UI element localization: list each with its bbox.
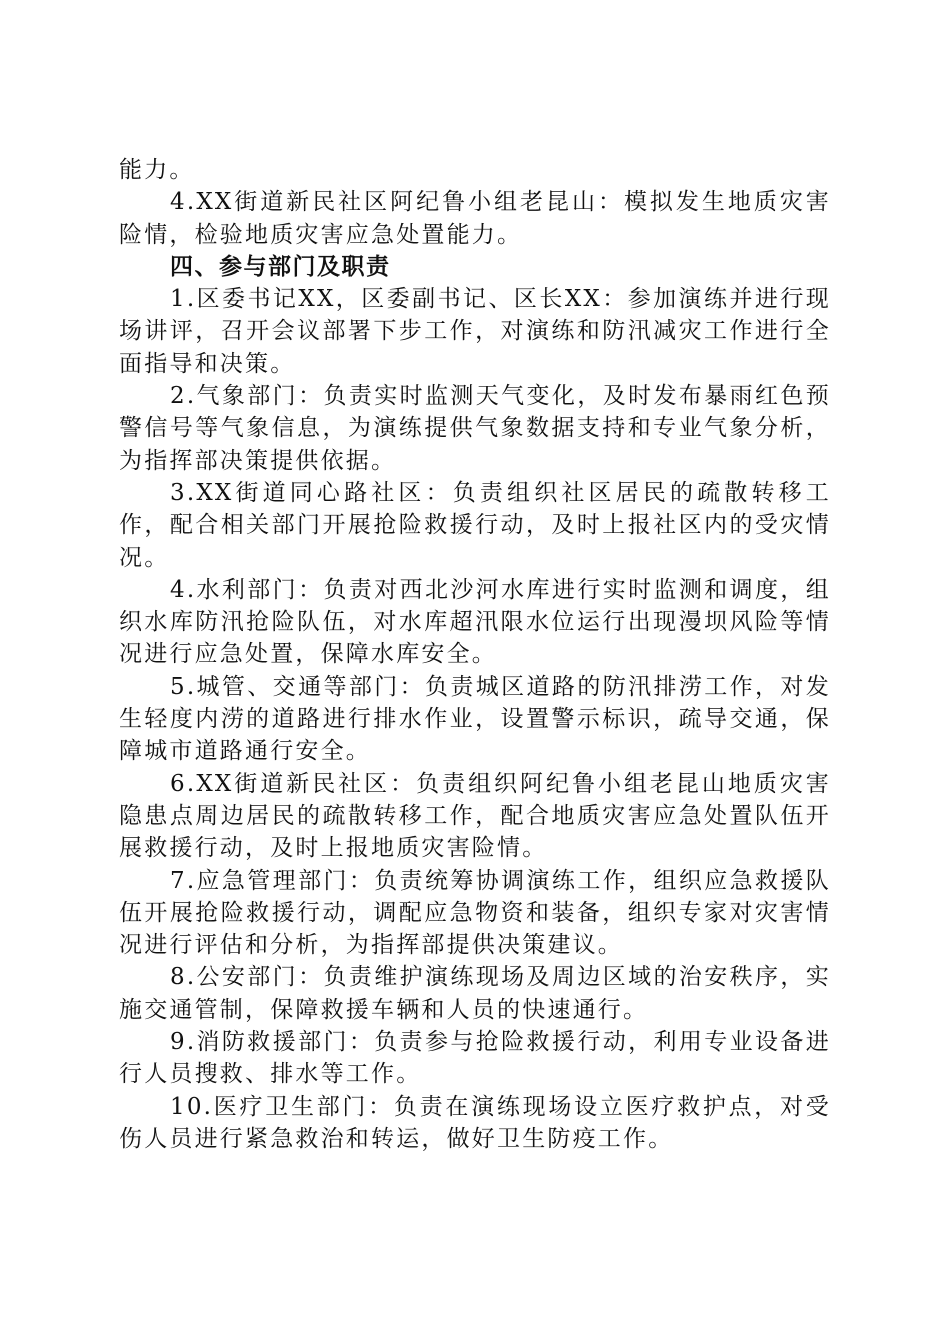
section-heading: 四、参与部门及职责 [170, 253, 391, 280]
paragraph-continuation: 能力。 [119, 157, 195, 183]
duty-item-5: 5.城管、交通等部门：负责城区道路的防汛排涝工作，对发生轻度内涝的道路进行排水作业，设置警示标识，疏导交通，保障城市道路通行安全。 [119, 673, 831, 765]
document-body [119, 154, 831, 1155]
duty-item-9: 9.消防救援部门：负责参与抢险救援行动，利用专业设备进行人员搜救、排水等工作。 [119, 1029, 831, 1088]
duty-item-8: 8.公安部门：负责维护演练现场及周边区域的治安秩序，实施交通管制，保障救援车辆和人员的快速通行。 [119, 964, 831, 1023]
duty-item-10: 10.医疗卫生部门：负责在演练现场设立医疗救护点，对受伤人员进行紧急救治和转运，做好卫生防疫工作。 [119, 1093, 831, 1152]
duty-item-1: 1.区委书记XX，区委副书记、区长XX：参加演练并进行现场讲评，召开会议部署下步工作，对演练和防汛减灾工作进行全面指导和决策。 [119, 286, 831, 377]
duty-item-2: 2.气象部门：负责实时监测天气变化，及时发布暴雨红色预警信号等气象信息，为演练提供气象数据支持和专业气象分析，为指挥部决策提供依据。 [119, 383, 831, 474]
duty-item-4: 4.水利部门：负责对西北沙河水库进行实时监测和调度，组织水库防汛抢险队伍，对水库超汛限水位运行出现漫坝风险等情况进行应急处置，保障水库安全。 [119, 576, 831, 668]
duty-item-3: 3.XX街道同心路社区：负责组织社区居民的疏散转移工作，配合相关部门开展抢险救援行动，及时上报社区内的受灾情况。 [119, 479, 831, 571]
duty-item-7: 7.应急管理部门：负责统筹协调演练工作，组织应急救援队伍开展抢险救援行动，调配应急物资和装备，组织专家对灾害情况进行评估和分析，为指挥部提供决策建议。 [119, 867, 831, 959]
duty-item-6: 6.XX街道新民社区：负责组织阿纪鲁小组老昆山地质灾害隐患点周边居民的疏散转移工作，配合地质灾害应急处置队伍开展救援行动，及时上报地质灾害险情。 [119, 770, 831, 862]
paragraph-item-4-geo: 4.XX街道新民社区阿纪鲁小组老昆山：模拟发生地质灾害险情，检验地质灾害应急处置能力。 [119, 189, 831, 248]
